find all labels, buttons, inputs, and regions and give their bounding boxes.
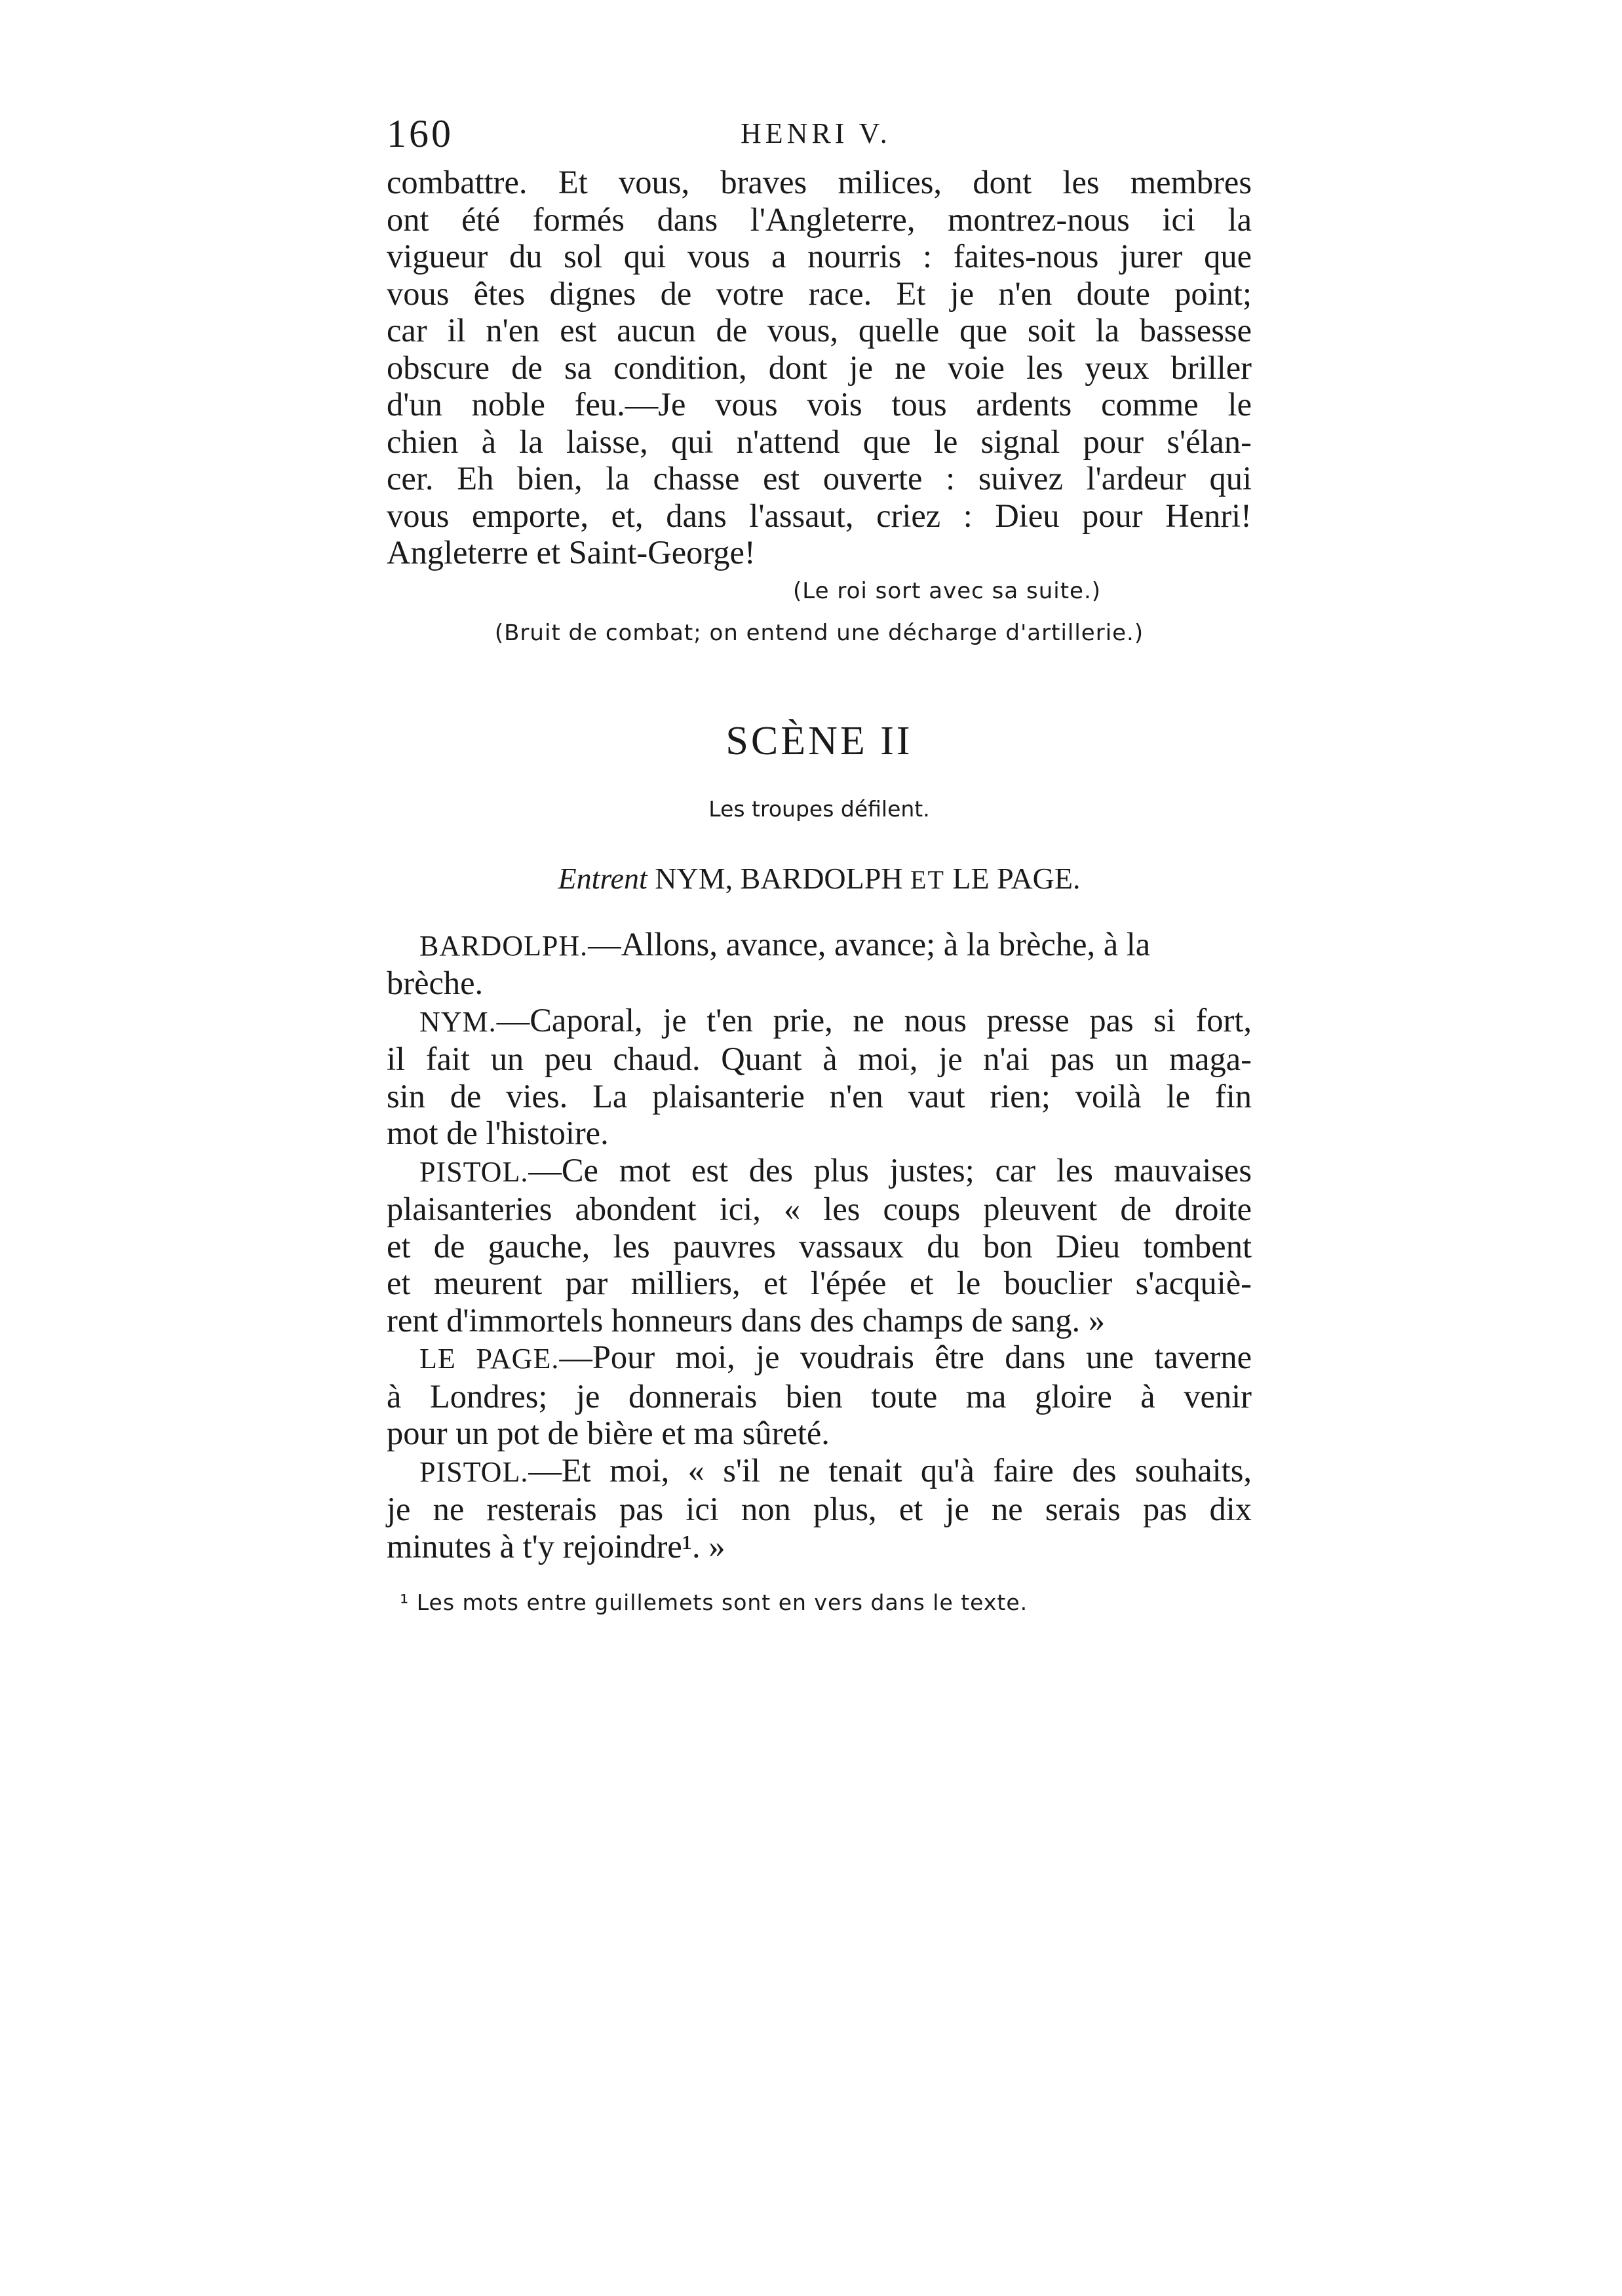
text-line: Angleterre et Saint-George!	[387, 534, 756, 571]
text-line: vous emporte, et, dans l'assaut, criez : Dieu pour Henri!	[387, 497, 1252, 534]
speech-bardolph	[387, 926, 1252, 1002]
text-line: pour un pot de bière et ma sûreté.	[387, 1415, 830, 1451]
speaker-name: BARDOLPH.	[419, 929, 589, 962]
text-line: car il n'en est aucun de vous, quelle que soit la bassesse	[387, 312, 1252, 349]
entrance-direction	[387, 861, 1252, 896]
text-line: PISTOL.—Et moi, « s'il ne tenait qu'à faire des souhaits,	[419, 1451, 1252, 1489]
text-line: il fait un peu chaud. Quant à moi, je n'ai pas un maga-	[387, 1041, 1252, 1077]
text-line: sin de vies. La plaisanterie n'en vaut rien; voilà le fin	[387, 1077, 1252, 1115]
text-line: chien à la laisse, qui n'attend que le signal pour s'élan-	[387, 423, 1252, 460]
speaker-name: NYM.	[419, 1005, 497, 1038]
text-line: BARDOLPH.—Allons, avance, avance; à la brèche, à la	[419, 925, 1151, 963]
entrance-verb: Entrent	[558, 861, 647, 895]
text-line: NYM.—Caporal, je t'en prie, ne nous presse pas si fort,	[419, 1001, 1252, 1039]
entrance-conjunction: ET	[910, 864, 945, 894]
text-line: minutes à t'y rejoindre¹. »	[387, 1527, 725, 1565]
footnote: ¹ Les mots entre guillemets sont en vers dans le texte.	[400, 1590, 1028, 1615]
text-line: vous êtes dignes de votre race. Et je n'en doute point;	[387, 275, 1252, 312]
entrance-names: LE PAGE.	[952, 861, 1081, 895]
text-line: plaisanteries abondent ici, « les coups pleuvent de droite	[387, 1191, 1252, 1227]
speaker-name: LE PAGE.	[419, 1343, 560, 1375]
scene-title: SCÈNE II	[725, 718, 913, 763]
scene-description: Les troupes défilent.	[708, 795, 930, 822]
text-line: LE PAGE.—Pour moi, je voudrais être dans une taverne	[419, 1339, 1252, 1375]
stage-direction-exit: (Le roi sort avec sa suite.)	[793, 577, 1102, 604]
text-line: obscure de sa condition, dont je ne voie les yeux briller	[387, 349, 1252, 386]
page-number: 160	[387, 112, 454, 155]
text-line: cer. Eh bien, la chasse est ouverte : suivez l'ardeur qui	[387, 460, 1252, 497]
text-line: combattre. Et vous, braves milices, dont les membres	[387, 164, 1252, 201]
stage-direction-battle: (Bruit de combat; on entend une décharge d'artillerie.)	[494, 619, 1144, 646]
text-line: et meurent par milliers, et l'épée et le bouclier s'acquiè-	[387, 1265, 1252, 1301]
running-title: HENRI V.	[741, 117, 891, 149]
text-line: à Londres; je donnerais bien toute ma gloire à venir	[387, 1377, 1252, 1415]
speaker-name: PISTOL.	[419, 1455, 529, 1488]
text-line: et de gauche, les pauvres vassaux du bon Dieu tombent	[387, 1227, 1252, 1265]
text-line: d'un noble feu.—Je vous vois tous ardents comme le	[387, 386, 1252, 423]
text-line: brèche.	[387, 965, 484, 1001]
text-line: rent d'immortels honneurs dans des champs de sang. »	[387, 1301, 1106, 1339]
text-line: mot de l'histoire.	[387, 1115, 609, 1151]
entrance-names: NYM, BARDOLPH	[655, 861, 903, 895]
speech-nym	[387, 1002, 1252, 1152]
speech-le-page	[387, 1339, 1252, 1452]
text-line: vigueur du sol qui vous a nourris : faites-nous jurer que	[387, 238, 1252, 275]
text-line: ont été formés dans l'Angleterre, montrez-nous ici la	[387, 201, 1252, 238]
running-head	[387, 111, 1252, 164]
speech-pistol	[387, 1452, 1252, 1565]
speech-pistol	[387, 1152, 1252, 1339]
text-line: PISTOL.—Ce mot est des plus justes; car les mauvaises	[419, 1151, 1252, 1189]
dialogue	[387, 926, 1252, 1565]
text-line: je ne resterais pas ici non plus, et je ne serais pas dix	[387, 1491, 1252, 1527]
speaker-name: PISTOL.	[419, 1155, 529, 1188]
book-page	[387, 111, 1252, 1615]
continued-speech	[387, 164, 1252, 571]
